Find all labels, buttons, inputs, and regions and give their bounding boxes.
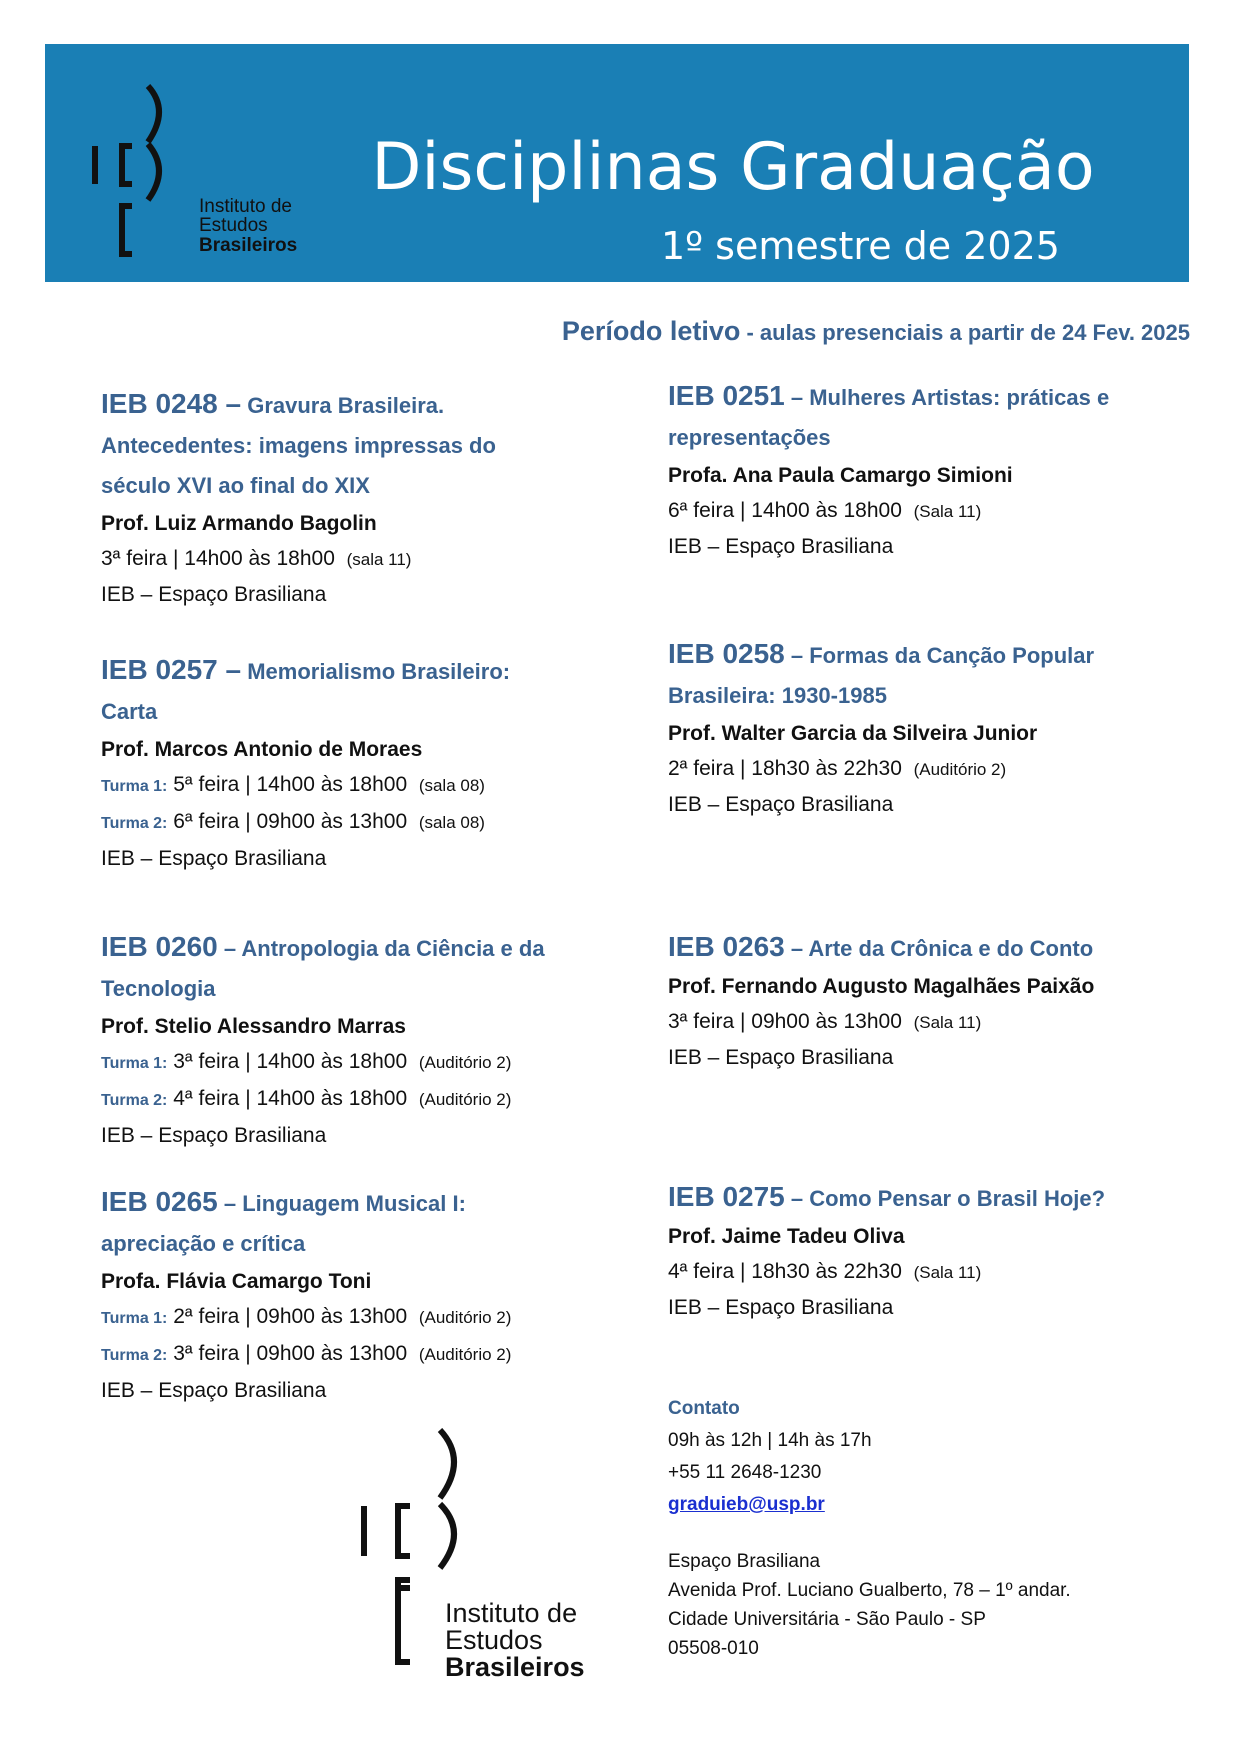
course-title-line [101, 384, 601, 426]
course-name: – Formas da Canção Popular [784, 643, 1095, 668]
course-block [668, 1177, 1168, 1325]
course-code: IEB 0248 – [101, 388, 242, 419]
course-name: – Como Pensar o Brasil Hoje? [784, 1186, 1106, 1211]
turma-label: Turma 2: [101, 1092, 168, 1109]
course-place: IEB – Espaço Brasiliana [101, 583, 327, 606]
course-schedule [101, 1044, 601, 1081]
period-label: Período letivo [561, 316, 741, 346]
course-title-line [668, 634, 1168, 676]
course-schedule [101, 541, 601, 577]
course-place: IEB – Espaço Brasiliana [101, 1379, 327, 1402]
ieb-logo-bracket-icon [360, 1576, 420, 1686]
schedule-room: (Auditório 2) [418, 1053, 512, 1072]
logo-line-1: Instituto de [445, 1598, 578, 1628]
course-place: IEB – Espaço Brasiliana [668, 535, 894, 558]
course-schedule [101, 1336, 601, 1373]
course-code: IEB 0263 [668, 931, 785, 962]
course-schedule [101, 1081, 601, 1118]
course-title-line [101, 1224, 601, 1264]
course-professor: Prof. Jaime Tadeu Oliva [668, 1225, 905, 1248]
schedule-room: (sala 11) [346, 550, 412, 569]
course-block [668, 634, 1168, 822]
header-banner [45, 44, 1189, 282]
course-title-line [668, 927, 1168, 969]
course-title-line [101, 426, 601, 466]
logo-line-2: Estudos [445, 1625, 543, 1655]
schedule-time: 3ª feira | 14h00 às 18h00 [167, 1050, 408, 1073]
course-name: Memorialismo Brasileiro: [241, 659, 511, 684]
schedule-room: (sala 08) [418, 776, 485, 795]
course-schedule [668, 751, 1168, 787]
schedule-room: (Auditório 2) [418, 1308, 512, 1327]
turma-label: Turma 1: [101, 1055, 168, 1072]
ieb-logo [92, 64, 332, 274]
contact-hours: 09h às 12h | 14h às 17h [668, 1430, 872, 1451]
schedule-room: (Sala 11) [913, 502, 982, 521]
course-title-line [101, 927, 601, 969]
schedule-time: 4ª feira | 18h30 às 22h30 [668, 1260, 902, 1283]
course-professor: Prof. Stelio Alessandro Marras [101, 1015, 406, 1038]
course-name: – Arte da Crônica e do Conto [784, 936, 1094, 961]
course-title-line [668, 376, 1168, 418]
turma-label: Turma 1: [101, 778, 168, 795]
course-title-line [101, 969, 601, 1009]
schedule-time: 3ª feira | 09h00 às 13h00 [668, 1010, 902, 1033]
schedule-time: 4ª feira | 14h00 às 18h00 [167, 1087, 408, 1110]
schedule-time: 6ª feira | 14h00 às 18h00 [668, 499, 902, 522]
course-schedule [668, 1254, 1168, 1290]
course-professor: Profa. Ana Paula Camargo Simioni [668, 464, 1013, 487]
course-title-line [668, 676, 1168, 716]
course-name: Carta [101, 699, 158, 724]
schedule-room: (Sala 11) [913, 1263, 982, 1282]
schedule-time: 3ª feira | 14h00 às 18h00 [101, 547, 335, 570]
course-code: IEB 0257 – [101, 654, 242, 685]
turma-label: Turma 2: [101, 815, 168, 832]
course-professor: Prof. Walter Garcia da Silveira Junior [668, 722, 1038, 745]
course-block [668, 376, 1168, 564]
logo-line-3: Brasileiros [445, 1652, 585, 1682]
schedule-room: (sala 08) [418, 813, 485, 832]
course-title-line [668, 418, 1168, 458]
address-line-2: Avenida Prof. Luciano Gualberto, 78 – 1º andar. [668, 1580, 1071, 1601]
schedule-time: 6ª feira | 09h00 às 13h00 [167, 810, 408, 833]
course-name: século XVI ao final do XIX [101, 473, 370, 498]
logo-line-2: Estudos [199, 215, 268, 237]
address-line-4: 05508-010 [668, 1638, 759, 1659]
period-detail: - aulas presenciais a partir de 24 Fev. 2025 [740, 320, 1190, 345]
course-code: IEB 0251 [668, 380, 785, 411]
course-schedule [668, 493, 1168, 529]
course-schedule [101, 804, 601, 841]
course-place: IEB – Espaço Brasiliana [668, 1296, 894, 1319]
course-block [101, 650, 601, 876]
course-code: IEB 0260 [101, 931, 218, 962]
course-code: IEB 0265 [101, 1186, 218, 1217]
course-place: IEB – Espaço Brasiliana [668, 1046, 894, 1069]
course-place: IEB – Espaço Brasiliana [101, 847, 327, 870]
course-name: Tecnologia [101, 976, 216, 1001]
course-title-line [101, 1182, 601, 1224]
course-block [101, 1182, 601, 1408]
course-schedule [101, 1299, 601, 1336]
course-name: representações [668, 425, 831, 450]
logo-line-3: Brasileiros [199, 234, 298, 256]
course-schedule [101, 767, 601, 804]
turma-label: Turma 1: [101, 1310, 168, 1327]
course-title-line [101, 650, 601, 692]
course-name: Gravura Brasileira. [241, 393, 445, 418]
schedule-time: 2ª feira | 09h00 às 13h00 [167, 1305, 408, 1328]
contact-email-link[interactable]: graduieb@usp.br [668, 1494, 825, 1515]
schedule-room: (Auditório 2) [913, 760, 1007, 779]
course-title-line [101, 466, 601, 506]
logo-line-1: Instituto de [199, 196, 292, 217]
course-block [668, 927, 1168, 1075]
course-name: – Linguagem Musical I: [217, 1191, 466, 1216]
course-title-line [101, 692, 601, 732]
address-line-3: Cidade Universitária - São Paulo - SP [668, 1609, 986, 1630]
schedule-time: 3ª feira | 09h00 às 13h00 [167, 1342, 408, 1365]
contact-block [668, 1393, 1071, 1663]
logo-text [199, 197, 297, 255]
course-name: apreciação e crítica [101, 1231, 306, 1256]
course-name: Brasileira: 1930-1985 [668, 683, 887, 708]
page-subtitle: 1º semestre de 2025 [661, 224, 1060, 268]
logo-text-bottom [445, 1600, 585, 1681]
page-title: Disciplinas Graduação [371, 130, 1095, 205]
course-professor: Profa. Flávia Camargo Toni [101, 1270, 372, 1293]
address-line-1: Espaço Brasiliana [668, 1551, 821, 1572]
course-schedule [668, 1004, 1168, 1040]
course-professor: Prof. Luiz Armando Bagolin [101, 512, 377, 535]
course-place: IEB – Espaço Brasiliana [101, 1124, 327, 1147]
course-place: IEB – Espaço Brasiliana [668, 793, 894, 816]
ieb-logo-bottom [360, 1428, 620, 1688]
course-name: Antecedentes: imagens impressas do [101, 433, 496, 458]
schedule-room: (Auditório 2) [418, 1090, 512, 1109]
schedule-room: (Sala 11) [913, 1013, 982, 1032]
course-code: IEB 0258 [668, 638, 785, 669]
course-professor: Prof. Fernando Augusto Magalhães Paixão [668, 975, 1095, 998]
schedule-time: 2ª feira | 18h30 às 22h30 [668, 757, 902, 780]
course-name: – Mulheres Artistas: práticas e [784, 385, 1110, 410]
schedule-time: 5ª feira | 14h00 às 18h00 [167, 773, 408, 796]
period-notice [562, 316, 1190, 347]
course-name: – Antropologia da Ciência e da [217, 936, 545, 961]
course-title-line [668, 1177, 1168, 1219]
turma-label: Turma 2: [101, 1347, 168, 1364]
course-code: IEB 0275 [668, 1181, 785, 1212]
contact-heading: Contato [668, 1398, 740, 1419]
schedule-room: (Auditório 2) [418, 1345, 512, 1364]
course-block [101, 927, 601, 1153]
course-professor: Prof. Marcos Antonio de Moraes [101, 738, 423, 761]
contact-phone: +55 11 2648-1230 [668, 1462, 822, 1483]
course-block [101, 384, 601, 612]
